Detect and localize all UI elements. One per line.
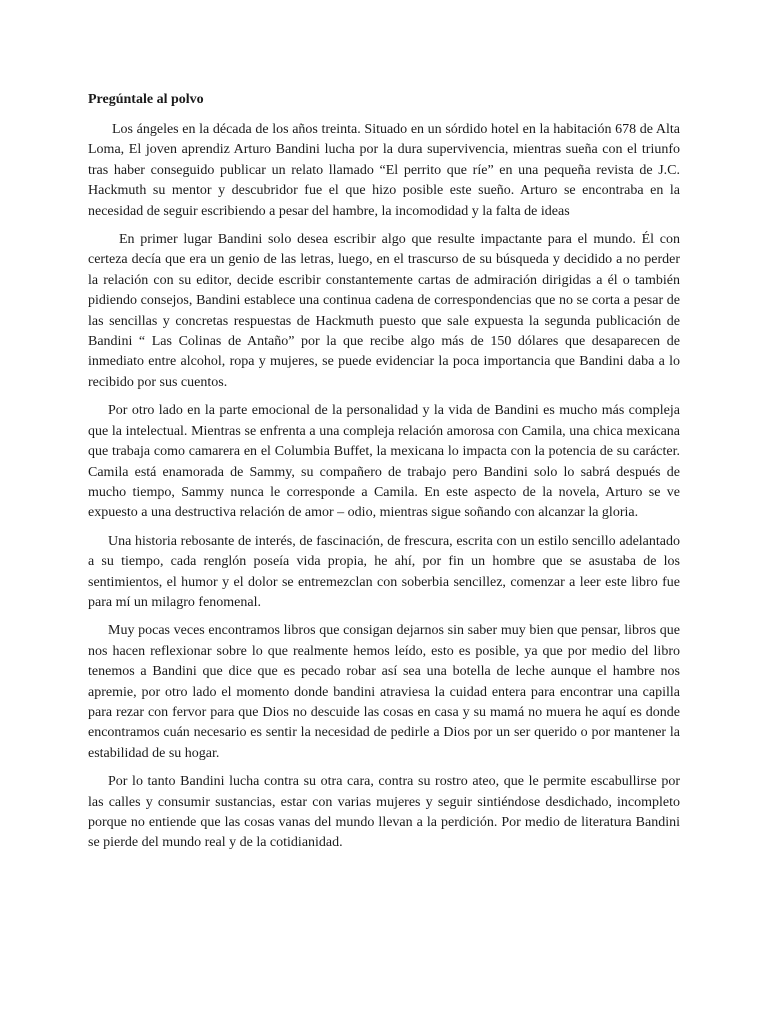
paragraph-5: Muy pocas veces encontramos libros que consigan dejarnos sin saber muy bien que pensar, libros que nos hacen reflexionar sobre lo que realmente hemos leído, esto es posible, ya que por medio del libro tenemos a Bandini que dice que es pecado robar así sea una botella de leche aunque el hambre nos apremie, por otro lado el momento donde bandini atraviesa la cuidad entera para encontrar una capilla para rezar con fervor para que Dios no descuide las cosas en casa y su mamá no muera he aquí es donde encontramos cuán necesario es sentir la necesidad de pedirle a Dios por un ser querido o por mantener la estabilidad de su hogar. <box>88 623 680 761</box>
document-title: Pregúntale al polvo <box>88 92 204 107</box>
paragraph-4: Una historia rebosante de interés, de fascinación, de frescura, escrita con un estilo sencillo adelantado a su tiempo, cada renglón poseía vida propia, he ahí, por fin un hombre que se asustaba de los sentimientos, el humor y el dolor se entremezclan con soberbia sencillez, comenzar a leer este libro fue para mí un milagro fenomenal. <box>88 533 680 610</box>
document-page <box>88 90 680 862</box>
paragraph-1: Los ángeles en la década de los años treinta. Situado en un sórdido hotel en la habitación 678 de Alta Loma, El joven aprendiz Arturo Bandini lucha por la dura supervivencia, mientras sueña con el triunfo tras haber conseguido publicar un relato llamado “El perrito que ríe” en una pequeña revista de J.C. Hackmuth su mentor y descubridor fue el que hizo posible este sueño. Arturo se encontraba en la necesidad de seguir escribiendo a pesar del hambre, la incomodidad y la falta de ideas <box>88 122 680 219</box>
paragraph-3: Por otro lado en la parte emocional de la personalidad y la vida de Bandini es mucho más compleja que la intelectual. Mientras se enfrenta a una compleja relación amorosa con Camila, una chica mexicana que trabaja como camarera en el Columbia Buffet, la mexicana lo impacta con la potencia de su carácter. Camila está enamorada de Sammy, su compañero de trabajo pero Bandini solo lo sabrá después de mucho tiempo, Sammy nunca le corresponde a Camila. En este aspecto de la novela, Arturo se ve expuesto a una destructiva relación de amor – odio, mientras sigue soñando con alcanzar la gloria. <box>88 403 680 521</box>
paragraph-2: En primer lugar Bandini solo desea escribir algo que resulte impactante para el mundo. Él con certeza decía que era un genio de las letras, luego, en el trascurso de su búsqueda y decidido a no perder la relación con su editor, decide escribir constantemente cartas de admiración dirigidas a él o también pidiendo consejos, Bandini establece una continua cadena de correspondencias que no se corta a pesar de las sencillas y concretas respuestas de Hackmuth puesto que sale expuesta la segunda publicación de Bandini “ Las Colinas de Antaño” por la que recibe algo más de 150 dólares que desaparecen de inmediato entre alcohol, ropa y mujeres, se puede evidenciar la poca importancia que Bandini daba a lo recibido por sus cuentos. <box>88 232 680 390</box>
paragraph-6: Por lo tanto Bandini lucha contra su otra cara, contra su rostro ateo, que le permite escabullirse por las calles y consumir sustancias, estar con varias mujeres y seguir sintiéndose desdichado, incompleto porque no entiende que las cosas vanas del mundo llevan a la perdición. Por medio de literatura Bandini se pierde del mundo real y de la cotidianidad. <box>88 774 680 851</box>
